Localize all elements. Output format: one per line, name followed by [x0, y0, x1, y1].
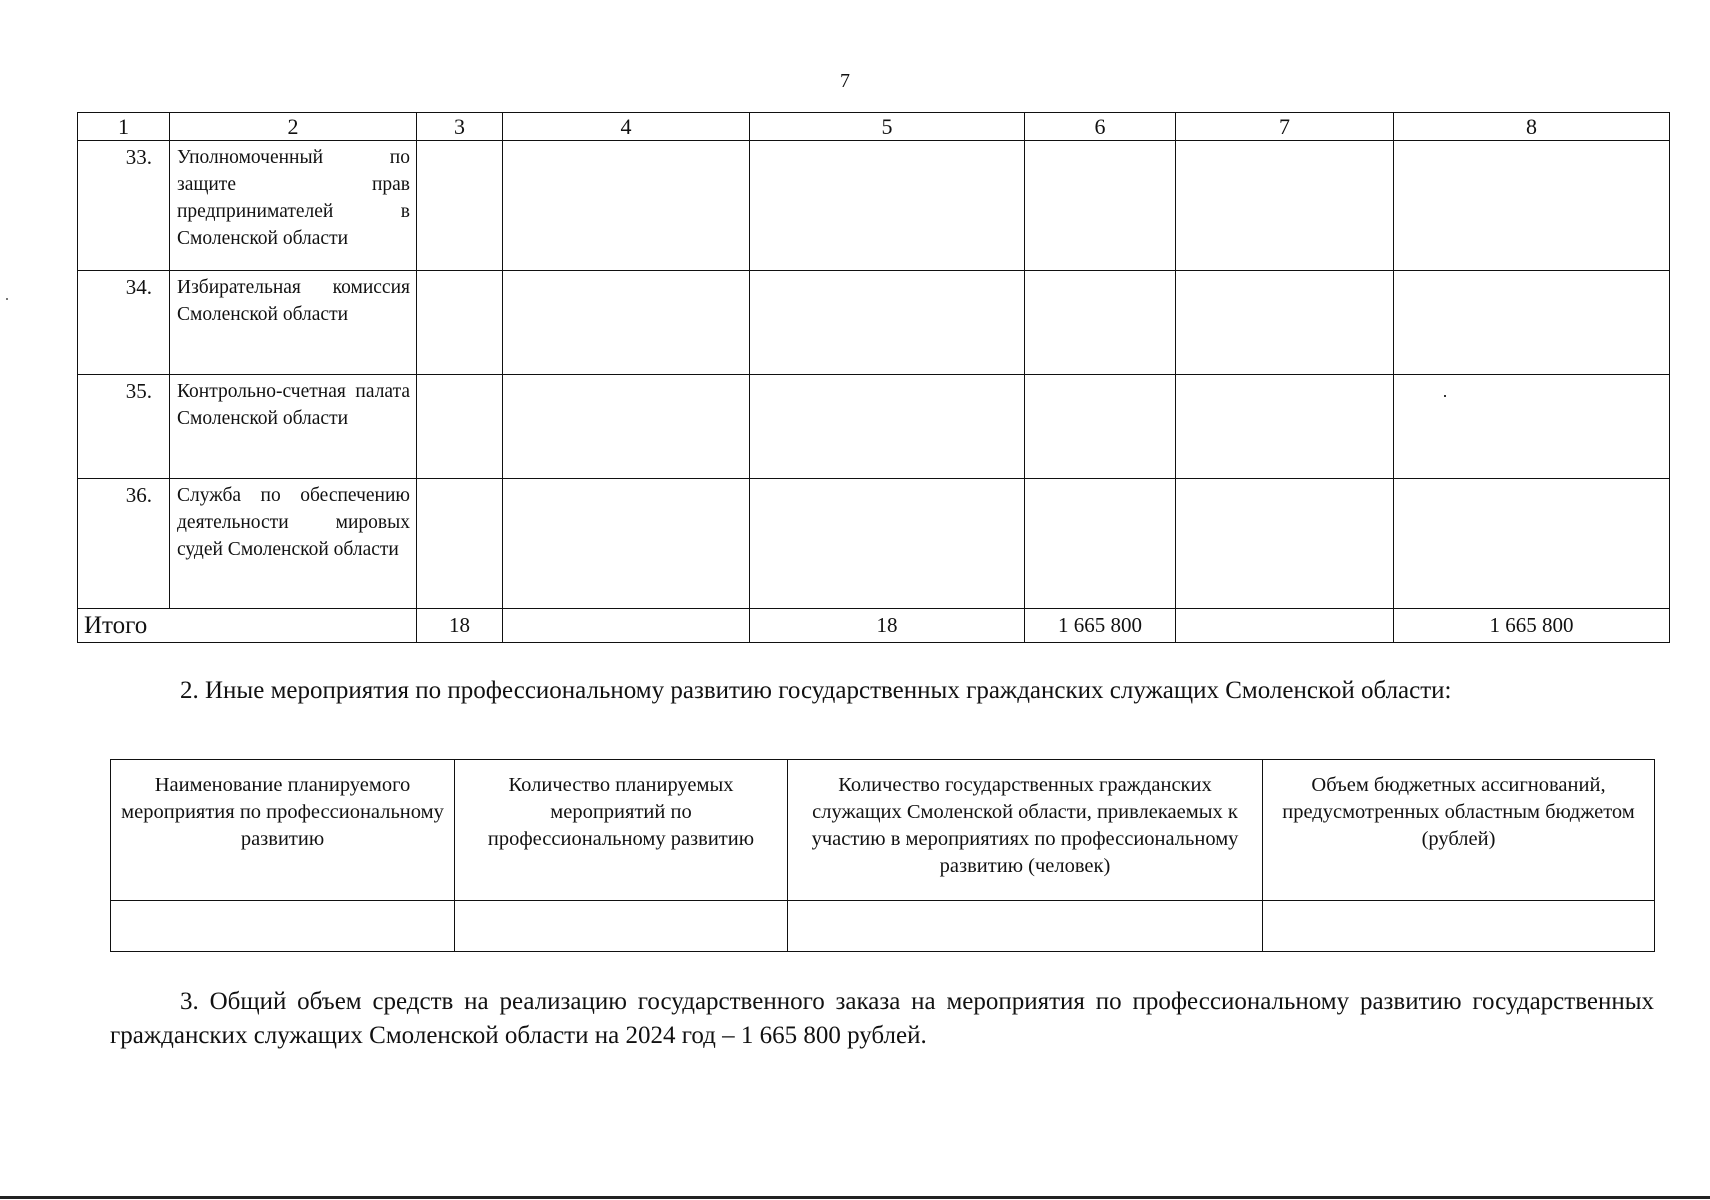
table-cell [503, 479, 750, 609]
table-cell [750, 141, 1025, 271]
table-cell [417, 479, 503, 609]
table-cell [1176, 479, 1394, 609]
table-cell [1394, 141, 1670, 271]
column-header: Объем бюджетных ассигнований, предусмотренных областным бюджетом (рублей) [1263, 760, 1655, 901]
table-cell [503, 375, 750, 479]
total-value: 1 665 800 [1394, 609, 1670, 643]
table-row [111, 901, 1655, 952]
main-table [77, 112, 1670, 643]
organization-name: Уполномоченный по защите прав предпринимателей в Смоленской области [170, 141, 417, 271]
table-header-row [111, 760, 1655, 901]
table-row [78, 375, 1670, 479]
table-cell [111, 901, 455, 952]
column-number: 8 [1394, 113, 1670, 141]
table-cell [417, 141, 503, 271]
row-number: 34. [78, 271, 170, 375]
total-value: 18 [417, 609, 503, 643]
table-header-row [78, 113, 1670, 141]
section-3-paragraph [110, 985, 1654, 1053]
activities-table [110, 759, 1655, 952]
column-number: 4 [503, 113, 750, 141]
total-value [1176, 609, 1394, 643]
table-cell [1176, 375, 1394, 479]
section-text: Общий объем средств на реализацию государственного заказа на мероприятия по профессиональному развитию государственных гражданских служащих Смоленской области на 2024 год – 1 665 800 рублей. [110, 988, 1654, 1049]
row-number: 35. [78, 375, 170, 479]
table-cell [750, 271, 1025, 375]
table-cell [1394, 375, 1670, 479]
organization-name: Избирательная комиссия Смоленской области [170, 271, 417, 375]
table-row [78, 141, 1670, 271]
table-row [78, 479, 1670, 609]
column-number: 5 [750, 113, 1025, 141]
column-number: 6 [1025, 113, 1176, 141]
page-bottom-rule [0, 1196, 1710, 1199]
column-header: Количество государственных гражданских служащих Смоленской области, привлекаемых к участию в мероприятиях по профессиональному развитию (человек) [788, 760, 1263, 901]
section-text: Иные мероприятия по профессиональному развитию государственных гражданских служащих Смоленской области: [205, 677, 1452, 704]
table-cell [503, 271, 750, 375]
table-cell [455, 901, 788, 952]
table-cell [1176, 271, 1394, 375]
table-cell [1025, 271, 1176, 375]
table-cell [1394, 271, 1670, 375]
table-cell [1025, 375, 1176, 479]
row-number: 36. [78, 479, 170, 609]
table-cell [750, 375, 1025, 479]
organization-name: Служба по обеспечению деятельности мировых судей Смоленской области [170, 479, 417, 609]
table-cell [1176, 141, 1394, 271]
table-cell [750, 479, 1025, 609]
column-header: Наименование планируемого мероприятия по профессиональному развитию [111, 760, 455, 901]
page-number: 7 [840, 70, 850, 92]
total-value [503, 609, 750, 643]
scan-speck [6, 298, 8, 300]
total-value: 18 [750, 609, 1025, 643]
table-row [78, 271, 1670, 375]
table-cell [417, 375, 503, 479]
column-number: 3 [417, 113, 503, 141]
section-number: 2. [180, 677, 199, 704]
total-value: 1 665 800 [1025, 609, 1176, 643]
scan-speck [1444, 395, 1446, 397]
column-number: 2 [170, 113, 417, 141]
column-number: 7 [1176, 113, 1394, 141]
column-header: Количество планируемых мероприятий по профессиональному развитию [455, 760, 788, 901]
table-cell [1263, 901, 1655, 952]
table-cell [1025, 141, 1176, 271]
row-number: 33. [78, 141, 170, 271]
total-label: Итого [78, 609, 417, 643]
table-cell [788, 901, 1263, 952]
table-cell [1025, 479, 1176, 609]
table-cell [503, 141, 750, 271]
table-cell [417, 271, 503, 375]
section-number: 3. [180, 988, 199, 1015]
section-2-paragraph [110, 674, 1654, 708]
total-row [78, 609, 1670, 643]
organization-name: Контрольно-счетная палата Смоленской области [170, 375, 417, 479]
table-cell [1394, 479, 1670, 609]
column-number: 1 [78, 113, 170, 141]
